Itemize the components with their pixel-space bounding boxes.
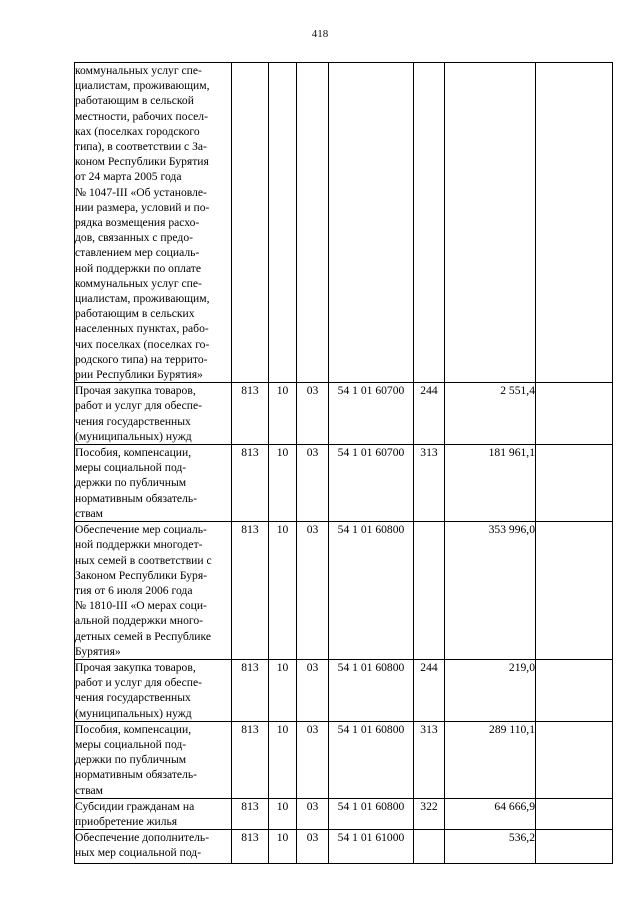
cell-expense-type [414,830,445,864]
name-line: коммунальных услуг спе- [75,64,202,77]
name-line: работающим в сельской [75,94,194,108]
cell-expense-type [414,63,445,383]
cell-empty [536,445,613,522]
cell-ministry: 813 [232,659,269,721]
name-line: детных семей в Республике [75,629,212,643]
name-line: держки по публичным [75,476,187,490]
name-line: рядка возмещения расхо- [75,216,200,230]
cell-name [75,721,232,798]
name-line: чих поселках (поселках го- [75,337,210,351]
cell-amount: 289 110,1 [445,721,536,798]
name-line: ной поддержки многодет- [75,538,203,552]
cell-target-article [329,63,414,383]
name-line: тия от 6 июля 2006 года [75,583,193,597]
table-row [75,721,613,798]
name-line: приобретение жилья [75,814,178,828]
cell-section: 10 [269,659,297,721]
cell-section: 10 [269,830,297,864]
cell-amount [445,63,536,383]
name-line: (муниципальных) нужд [75,706,192,720]
cell-name [75,830,232,864]
cell-ministry: 813 [232,798,269,829]
name-line: циалистам, проживающим, [75,292,210,306]
cell-ministry: 813 [232,445,269,522]
cell-name [75,659,232,721]
name-line: нормативным обязатель- [75,768,198,782]
name-line: ставлением мер социаль- [75,246,200,260]
name-line: коммунальных услуг спе- [75,276,202,290]
name-line: работающим в сельских [75,307,195,321]
cell-target-article: 54 1 01 60800 [329,659,414,721]
table-row [75,522,613,660]
name-line: ной поддержки по оплате [75,261,202,275]
cell-ministry: 813 [232,522,269,660]
cell-subsection: 03 [297,445,329,522]
cell-section: 10 [269,798,297,829]
cell-amount: 353 996,0 [445,522,536,660]
name-line: Бурятия» [75,644,121,658]
cell-ministry: 813 [232,383,269,445]
cell-target-article: 54 1 01 60800 [329,522,414,660]
budget-table [74,62,613,864]
cell-empty [536,830,613,864]
cell-amount: 181 961,1 [445,445,536,522]
cell-target-article: 54 1 01 60700 [329,383,414,445]
name-line: от 24 марта 2005 года [75,170,182,184]
name-line: населенных пунктах, рабо- [75,322,209,336]
table-row [75,798,613,829]
cell-subsection: 03 [297,721,329,798]
cell-name [75,63,232,383]
cell-section: 10 [269,721,297,798]
cell-empty [536,798,613,829]
table-row [75,63,613,383]
cell-expense-type: 313 [414,721,445,798]
name-line: ках (поселках городского [75,124,200,138]
name-line: № 1047-III «Об установле- [75,185,207,199]
name-line: нии размера, условий и по- [75,200,210,214]
cell-amount: 536,2 [445,830,536,864]
cell-expense-type [414,522,445,660]
cell-section: 10 [269,445,297,522]
cell-empty [536,721,613,798]
name-line: (муниципальных) нужд [75,429,192,443]
name-line: Пособия, компенсации, [75,722,192,736]
cell-name [75,798,232,829]
cell-target-article: 54 1 01 60700 [329,445,414,522]
cell-target-article: 54 1 01 60800 [329,798,414,829]
table-row [75,659,613,721]
name-line: родского типа) на террито- [75,352,208,366]
name-line: ствам [75,506,104,520]
name-line: меры социальной под- [75,737,187,751]
cell-empty [536,659,613,721]
name-line: Субсидии гражданам на [75,799,195,813]
cell-ministry: 813 [232,721,269,798]
name-line: местности, рабочих посел- [75,109,208,123]
cell-amount: 219,0 [445,659,536,721]
name-line: работ и услуг для обеспе- [75,676,202,690]
cell-section: 10 [269,522,297,660]
name-line: держки по публичным [75,753,187,767]
cell-subsection [297,63,329,383]
name-line: чения государственных [75,691,191,705]
cell-amount: 2 551,4 [445,383,536,445]
name-line: ных мер социальной под- [75,846,202,860]
name-line: циалистам, проживающим, [75,79,210,93]
table-row [75,383,613,445]
name-line: коном Республики Бурятия [75,155,209,169]
name-line: Прочая закупка товаров, [75,660,196,674]
cell-subsection: 03 [297,383,329,445]
name-line: чения государственных [75,414,191,428]
name-line: Пособия, компенсации, [75,446,192,460]
name-line: № 1810-III «О мерах соци- [75,599,207,613]
name-line: ных семей в соответствии с [75,553,212,567]
table-row [75,445,613,522]
name-line: ствам [75,783,104,797]
cell-subsection: 03 [297,522,329,660]
cell-expense-type: 313 [414,445,445,522]
name-line: рии Республики Бурятия» [75,368,203,382]
cell-ministry: 813 [232,830,269,864]
name-line: альной поддержки много- [75,614,204,628]
cell-target-article: 54 1 01 61000 [329,830,414,864]
cell-ministry [232,63,269,383]
table-row [75,830,613,864]
name-line: Обеспечение дополнитель- [75,831,210,845]
cell-empty [536,522,613,660]
cell-name [75,445,232,522]
cell-name [75,522,232,660]
cell-expense-type: 244 [414,383,445,445]
name-line: Обеспечение мер социаль- [75,523,207,537]
page-number: 418 [311,28,329,40]
cell-subsection: 03 [297,659,329,721]
name-line: Прочая закупка товаров, [75,384,196,398]
cell-target-article: 54 1 01 60800 [329,721,414,798]
name-line: типа), в соответствии с За- [75,140,207,154]
name-line: работ и услуг для обеспе- [75,399,202,413]
cell-section [269,63,297,383]
cell-section: 10 [269,383,297,445]
name-line: меры социальной под- [75,461,187,475]
cell-name [75,383,232,445]
cell-amount: 64 666,9 [445,798,536,829]
cell-subsection: 03 [297,830,329,864]
name-line: Законом Республики Буря- [75,568,208,582]
name-line: дов, связанных с предо- [75,231,193,245]
cell-subsection: 03 [297,798,329,829]
name-line: нормативным обязатель- [75,491,198,505]
cell-expense-type: 244 [414,659,445,721]
cell-expense-type: 322 [414,798,445,829]
cell-empty [536,63,613,383]
cell-empty [536,383,613,445]
